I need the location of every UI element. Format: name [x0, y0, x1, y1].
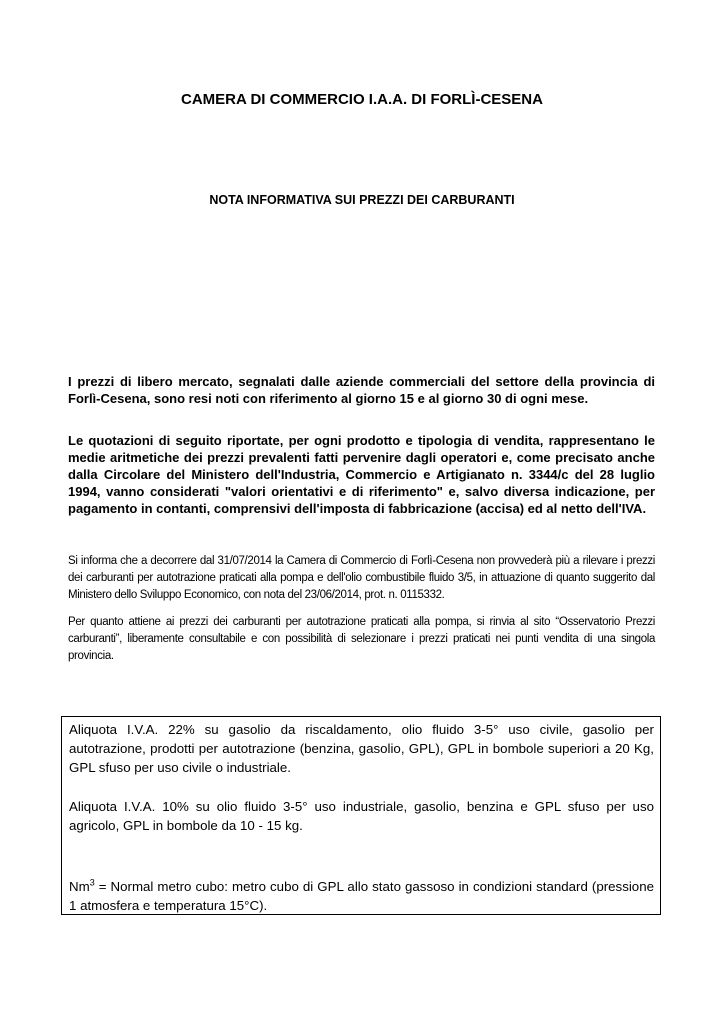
- vat-10-text: Aliquota I.V.A. 10% su olio fluido 3-5° uso industriale, gasolio, benzina e GPL sfuso per uso agricolo, GPL in bombole da 10 - 15 kg.: [69, 799, 654, 833]
- intro-paragraph-2: [68, 432, 655, 517]
- vat-info-box: [61, 716, 661, 915]
- notice-paragraph-1: [68, 553, 655, 604]
- notice-paragraph-2-text: Per quanto attiene ai prezzi dei carburanti per autotrazione praticati alla pompa, si rinvia al sito “Osservatorio Prezzi carburanti”, liberamente consultabile e con possibilità di selezionare i prezzi praticati nei punti vendita di una singola provincia.: [68, 616, 655, 662]
- page-title: CAMERA DI COMMERCIO I.A.A. DI FORLÌ-CESENA: [181, 91, 543, 108]
- notice-paragraph-1-text: Si informa che a decorrere dal 31/07/2014 la Camera di Commercio di Forlì-Cesena non provvederà più a rilevare i prezzi dei carburanti per autotrazione praticati alla pompa e dell'olio combustibile fluido 3/5, in attuazione di quanto suggerito dal Ministero dello Sviluppo Economico, con nota del 23/06/2014, prot. n. 0115332.: [68, 555, 655, 601]
- vat-10-note: [69, 797, 654, 835]
- nm3-definition-note: [69, 877, 654, 915]
- intro-paragraph-1-text: I prezzi di libero mercato, segnalati dalle aziende commerciali del settore della provincia di Forlì-Cesena, sono resi noti con riferimento al giorno 15 e al giorno 30 di ogni mese.: [68, 374, 655, 406]
- page-subtitle: NOTA INFORMATIVA SUI PREZZI DEI CARBURANTI: [209, 193, 515, 207]
- nm3-symbol: Nm: [69, 879, 90, 894]
- nm3-exponent: 3: [89, 877, 95, 888]
- nm3-definition-text: = Normal metro cubo: metro cubo di GPL allo stato gassoso in condizioni standard (pressione 1 atmosfera e temperatura 15°C).: [69, 879, 654, 913]
- intro-paragraph-1: [68, 373, 655, 407]
- vat-22-note: [69, 720, 654, 777]
- intro-paragraph-2-text: Le quotazioni di seguito riportate, per ogni prodotto e tipologia di vendita, rappresentano le medie aritmetiche dei prezzi prevalenti fatti pervenire dagli operatori e, come precisato anche dalla Circolare del Ministero dell'Industria, Commercio e Artigianato n. 3344/c del 28 luglio 1994, vanno considerati "valori orientativi e di riferimento" e, salvo diversa indicazione, per pagamento in contanti, comprensivi dell'imposta di fabbricazione (accisa) ed al netto dell'IVA.: [68, 433, 655, 516]
- vat-22-text: Aliquota I.V.A. 22% su gasolio da riscaldamento, olio fluido 3-5° uso civile, gasolio per autotrazione, prodotti per autotrazione (benzina, gasolio, GPL), GPL in bombole superiori a 20 Kg, GPL sfuso per uso civile o industriale.: [69, 722, 654, 775]
- notice-paragraph-2: [68, 614, 655, 665]
- nm3-definition-paragraph: [69, 877, 654, 915]
